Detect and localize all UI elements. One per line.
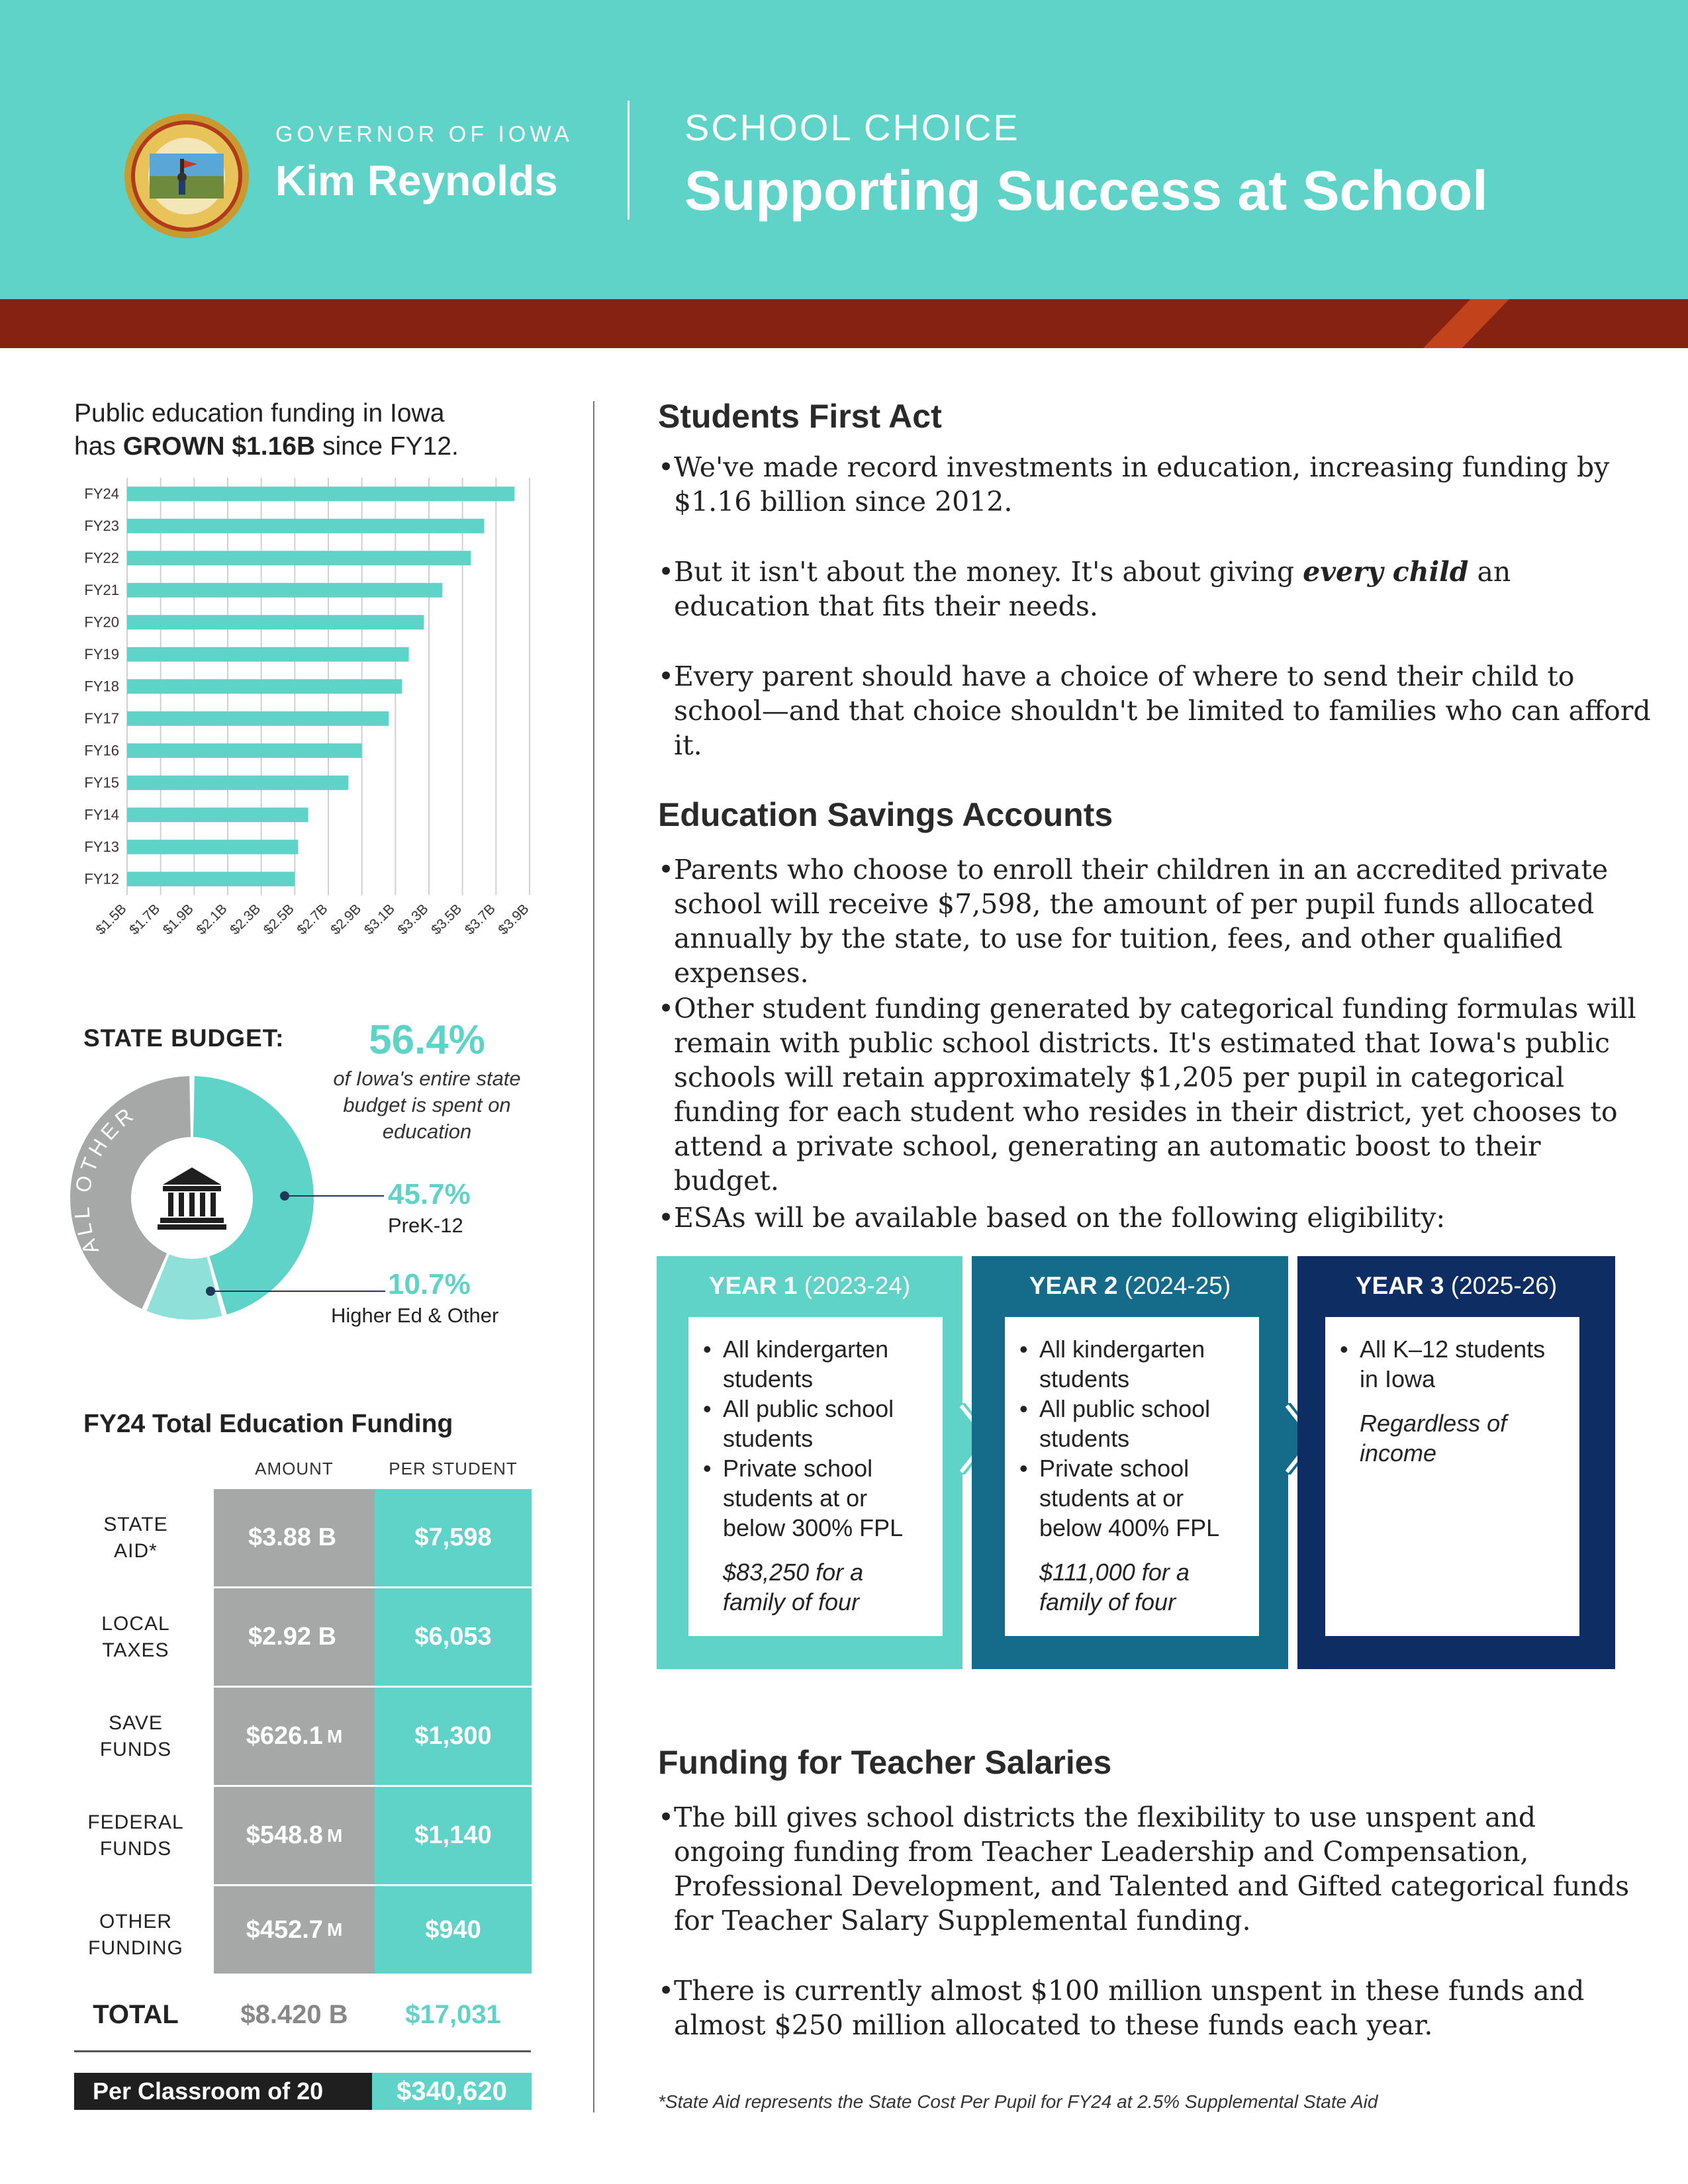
x-tick-label: $2.3B	[227, 901, 264, 938]
table-row-label: OTHER FUNDING	[88, 1911, 183, 1959]
total-label: TOTAL	[93, 2000, 179, 2029]
list-item: • All K–12 students in Iowa	[1340, 1336, 1546, 1392]
list-item: • Private school students at or below 400% FPL	[1019, 1455, 1220, 1541]
footnote: *State Aid represents the State Cost Per Pupil for FY24 at 2.5% Supplemental State Aid	[658, 2091, 1378, 2112]
bar-fy19	[127, 647, 409, 662]
bar-fy23	[127, 519, 485, 533]
students-first-heading: Students First Act	[658, 398, 942, 435]
esa-year-3-panel	[1297, 1256, 1615, 1669]
all-other-label: ALL OTHER	[70, 1101, 141, 1258]
esa-bullet-2: • Other student funding generated by categorical funding formulas will remain with public school districts. It's estimated that Iowa's public schools will retain approximately $1,205 per pupil in categorical funding for each student who resides in their district, yet chooses to attend a private school, generating an automatic boost to their budget.	[658, 993, 1636, 1197]
table-cell-per-student: $7,598	[375, 1489, 532, 1588]
x-tick-label: $2.1B	[193, 901, 230, 938]
x-tick-label: $3.5B	[428, 901, 465, 938]
per-classroom-label: Per Classroom of 20	[74, 2073, 372, 2110]
higher-ed-percent: 10.7%	[388, 1268, 471, 1300]
header-kicker: SCHOOL CHOICE	[684, 107, 1020, 148]
esa-bullet-3: • ESAs will be available based on the following eligibility:	[658, 1202, 1446, 1234]
page-header	[0, 0, 1688, 299]
esa-year-2-card	[1005, 1317, 1259, 1636]
y-category-label: FY18	[84, 678, 119, 695]
state-budget-title: STATE BUDGET:	[83, 1024, 285, 1052]
esa-bullet-1: • Parents who choose to enroll their children in an accredited private school will receive $7,598, the amount of per pupil funds allocated annually by the state, to use for tuition, fees, and other qualified expenses.	[658, 854, 1609, 989]
y-category-label: FY19	[84, 645, 119, 662]
x-tick-label: $3.9B	[495, 901, 532, 938]
list-item: • Private school students at or below 300% FPL	[703, 1455, 904, 1541]
header-divider	[628, 101, 630, 220]
page-title: Supporting Success at School	[684, 159, 1488, 222]
table-cell-amount: $626.1 M	[214, 1688, 375, 1787]
y-category-label: FY16	[84, 742, 119, 759]
bar-fy24	[127, 486, 514, 501]
y-category-label: FY24	[84, 485, 119, 502]
bar-fy21	[127, 583, 442, 598]
list-item: • All public school students	[1019, 1395, 1211, 1452]
x-tick-label: $2.5B	[260, 901, 297, 938]
table-cell-per-student: $1,140	[375, 1787, 532, 1886]
higher-ed-label: Higher Ed & Other	[331, 1304, 499, 1327]
table-row-label: FEDERAL FUNDS	[87, 1811, 184, 1860]
bar-fy15	[127, 776, 348, 790]
col-header-amount: AMOUNT	[255, 1459, 334, 1479]
students-first-bullet-1: • We've made record investments in education, increasing funding by $1.16 billion since 2012.	[658, 451, 1610, 518]
esa-year-1-heading: YEAR 1 (2023-24)	[708, 1272, 911, 1299]
funding-chart-intro-line1: Public education funding in Iowa	[74, 399, 445, 428]
state-budget-percent: 56.4%	[369, 1017, 485, 1063]
bank-building-icon	[158, 1167, 226, 1230]
x-tick-label: $1.9B	[160, 901, 197, 938]
bar-fy18	[127, 679, 402, 694]
teacher-heading: Funding for Teacher Salaries	[658, 1744, 1112, 1781]
k12-percent: 45.7%	[388, 1178, 471, 1210]
bar-fy16	[127, 743, 362, 758]
y-category-label: FY21	[84, 581, 119, 598]
esa-heading: Education Savings Accounts	[658, 796, 1113, 833]
list-item: • All public school students	[703, 1395, 894, 1452]
governor-name: Kim Reynolds	[275, 157, 558, 205]
esa-year-2-heading: YEAR 2 (2024-25)	[1029, 1272, 1231, 1299]
esa-year-3-heading: YEAR 3 (2025-26)	[1355, 1272, 1558, 1299]
list-item: • All kindergarten students	[703, 1336, 889, 1392]
bar-fy14	[127, 807, 308, 822]
esa-year-3-note: Regardless of income	[1360, 1410, 1507, 1467]
table-cell-amount: $452.7 M	[214, 1886, 375, 1974]
column-divider	[593, 401, 594, 2113]
table-row-label: SAVE FUNDS	[99, 1712, 172, 1760]
col-header-per-student: PER STUDENT	[389, 1459, 518, 1479]
x-tick-label: $3.3B	[395, 901, 432, 938]
esa-year-1-note: $83,250 for a family of four	[723, 1559, 864, 1615]
total-divider	[74, 2050, 531, 2052]
x-tick-label: $2.7B	[294, 901, 331, 938]
bar-fy20	[127, 615, 424, 629]
table-cell-per-student: $1,300	[375, 1688, 532, 1787]
funding-chart-intro-line2: has GROWN $1.16B since FY12.	[74, 432, 459, 461]
x-tick-label: $1.5B	[93, 901, 130, 938]
students-first-bullet-3: • Every parent should have a choice of where to send their child to school—and that choice shouldn't be limited to families who can afford it.	[658, 660, 1651, 761]
y-category-label: FY23	[84, 517, 119, 534]
esa-year-2-note: $111,000 for a family of four	[1039, 1559, 1190, 1615]
x-tick-label: $3.7B	[461, 901, 498, 938]
table-row-label: LOCAL TAXES	[101, 1613, 170, 1661]
table-cell-amount: $548.8 M	[214, 1787, 375, 1886]
list-item: • All kindergarten students	[1019, 1336, 1205, 1392]
bar-fy22	[127, 551, 471, 565]
x-tick-label: $1.7B	[126, 901, 164, 938]
students-first-bullet-2: • But it isn't about the money. It's about giving every child an education that fits their needs.	[658, 556, 1511, 622]
esa-year-1-card	[688, 1317, 943, 1636]
y-category-label: FY20	[84, 614, 119, 631]
funding-growth-highlight: GROWN $1.16B	[122, 432, 316, 461]
teacher-bullet-2: • There is currently almost $100 million unspent in these funds and almost $250 million allocated to these funds each year.	[658, 1975, 1585, 2041]
k12-leader-line	[285, 1195, 384, 1197]
y-category-label: FY13	[84, 838, 119, 855]
table-cell-per-student: $6,053	[375, 1588, 532, 1688]
governor-kicker: GOVERNOR OF IOWA	[275, 122, 573, 147]
state-budget-description: of Iowa's entire state budget is spent on education	[333, 1067, 521, 1143]
total-per-student: $17,031	[405, 2000, 501, 2029]
per-classroom-value: $340,620	[372, 2073, 532, 2110]
table-cell-amount: $3.88 B	[214, 1489, 375, 1588]
y-category-label: FY17	[84, 709, 119, 727]
table-cell-amount: $2.92 B	[214, 1588, 375, 1688]
esa-year-3-card	[1325, 1317, 1579, 1636]
total-amount: $8.420 B	[240, 2000, 348, 2029]
y-category-label: FY12	[84, 870, 119, 887]
k12-label: PreK-12	[388, 1214, 463, 1237]
funding-bar-chart	[66, 478, 569, 962]
bar-fy12	[127, 872, 295, 886]
y-category-label: FY14	[84, 806, 119, 823]
bar-fy13	[127, 840, 298, 854]
table-row-label: STATE AID*	[103, 1514, 168, 1562]
funding-table-title: FY24 Total Education Funding	[83, 1410, 453, 1438]
iowa-state-seal-icon	[123, 113, 250, 240]
table-cell-per-student: $940	[375, 1886, 532, 1974]
esa-year-2-panel	[972, 1256, 1288, 1669]
x-tick-label: $3.1B	[361, 901, 398, 938]
y-category-label: FY22	[84, 549, 119, 567]
higher-ed-leader-line	[211, 1291, 385, 1292]
esa-year-1-panel	[657, 1256, 962, 1669]
x-tick-label: $2.9B	[328, 901, 365, 938]
bar-fy17	[127, 711, 389, 726]
y-category-label: FY15	[84, 774, 119, 791]
teacher-bullet-1: • The bill gives school districts the flexibility to use unspent and ongoing funding from Teacher Leadership and Compensation, Professional Development, and Talented and Gifted categorical funds for Teacher Salary Supplemental funding.	[658, 1801, 1630, 1936]
funding-chart-intro	[74, 397, 577, 463]
every-child-emphasis: every child	[1303, 556, 1469, 588]
